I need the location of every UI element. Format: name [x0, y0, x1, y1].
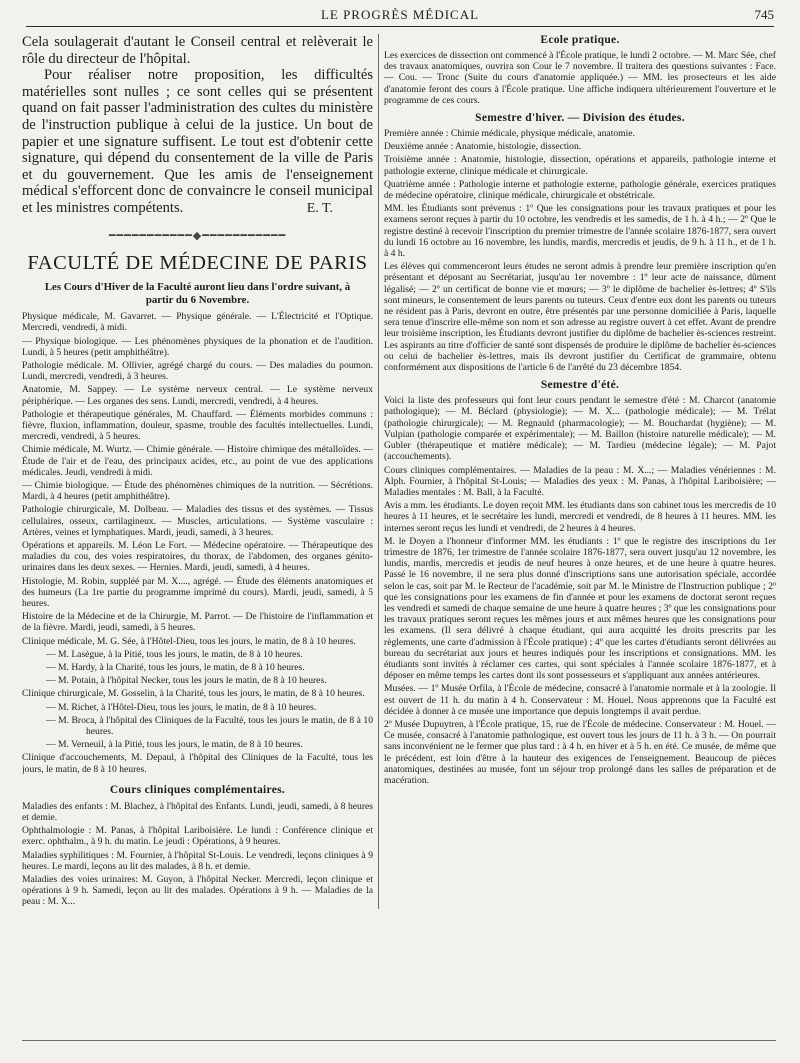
- summer-semester-section: [384, 395, 776, 786]
- clinic-entry: — M. Lasègue, à la Pitié, tous les jours, le matin, de 8 à 10 heures.: [46, 648, 303, 660]
- course-entry: Pathologie et thérapeutique générales, M. Chauffard. — Éléments morbides communs : fièvre, fluxion, inflammation, douleur, spasme, trouble des facultés intellectuelles. Lundi, mercredi, vendredi, à 5 heures.: [22, 408, 373, 443]
- clinic-entry: — M. Potain, à l'hôpital Necker, tous les jours le matin, de 8 à 10 heures.: [46, 675, 327, 687]
- clinic-entry: — M. Broca, à l'hôpital des Cliniques de la Faculté, tous les jours le matin, de 8 à 10 heures.: [46, 714, 373, 738]
- article-signature: E. T.: [306, 200, 333, 216]
- column-divider: [378, 34, 379, 909]
- course-entry: — Chimie biologique. — Étude des phénomènes chimiques de la nutrition. — Sécrétions. Mardi, à 4 heures (petit amphithéâtre).: [22, 479, 373, 503]
- course-entry: Histoire de la Médecine et de la Chirurgie, M. Parrot. — De l'histoire de l'inflammation et de la fièvre. Mardi, jeudi, samedi, à 5 heures.: [22, 611, 373, 634]
- bottom-rule: [22, 1040, 776, 1041]
- notice-paragraph: Voici la liste des professeurs qui font leur cours pendant le semestre d'été : M. Charcot (anatomie pathologique); — M. Béclard (physiologie); — M. X... (pathologie médicale); — M. Trélat (pathologie chirurgicale); — M. Regnauld (pharmacologie); — M. Bouchardat (hygiène); — M. Vulpian (pathologie comparée et expérimentale); — M. Baillon (histoire naturelle médicale); — M. Gubler (thérapeutique et matière médicale); — M. Tardieu (médecine légale); — M. Pajot (accouchements).: [384, 395, 776, 463]
- running-header: [26, 4, 774, 27]
- clinic-entry: — M. Hardy, à la Charité, tous les jours, le matin, de 8 à 10 heures.: [46, 662, 305, 674]
- article-paragraph: Pour réaliser notre proposition, les difficultés matérielles sont nulles ; ce sont celles qui se présentent quand on fait passer l'administration des cultes du ministère de l'instruction publique à celui de la justice. Un bout de papier et une signature suffisent. Le tout est d'obtenir cette signature, qui dépend du consentement de la ville de Paris et du gouvernement. Que les amis de l'enseignement médical s'efforcent donc de convaincre le conseil municipal et les ministres compétents.: [22, 67, 373, 216]
- left-column: [22, 34, 373, 1053]
- notice-paragraph: Cours cliniques complémentaires. — Maladies de la peau : M. X...; — Maladies vénériennes : M. Alph. Fournier, à l'hôpital St-Louis; — Maladies des yeux : M. Panas, à l'hôpital Lariboisière; — Maladies mentales : M. Ball, à la Faculté.: [384, 464, 776, 498]
- course-entry: Pathologie médicale. M. Ollivier, agrégé chargé du cours. — Des maladies du poumon. Lundi, mercredi, vendredi, à 3 heures.: [22, 359, 373, 383]
- complementary-list: [22, 801, 373, 908]
- course-entry: Chimie médicale, M. Wurtz. — Chimie générale. — Histoire chimique des métalloïdes. — Étude de l'air et de l'eau, des principaux acides, etc., au point de vue des applications médicales. Jeudi, vendredi à midi.: [22, 444, 373, 478]
- clinic-entry: — M. Verneuil, à la Pitié, tous les jours, le matin, de 8 à 10 heures.: [46, 739, 303, 751]
- winter-course-list: [22, 311, 373, 633]
- notice-paragraph: Avis a mm. les étudiants. Le doyen reçoit MM. les étudiants dans son cabinet tous les mercredis de 10 heures à 11 heures, et le secrétaire les lundi, mercredi et vendredi, de 8 heures à 11 heures. MM. les internes seront reçus les lundi et vendredi, de 2 heures à 4 heures.: [384, 500, 776, 534]
- winter-semester-heading: Semestre d'hiver. — Division des études.: [475, 112, 685, 125]
- winter-semester-section: [384, 128, 776, 373]
- summer-semester-heading: Semestre d'été.: [540, 379, 620, 392]
- notice-paragraph: Les élèves qui commenceront leurs études ne seront admis à prendre leur première inscription qu'en présentant et déposant au Secrétariat, jusqu'au 1er novembre : 1º leur acte de naissance, dûment légalisé; — 2º un certificat de bonne vie et mœurs; — 3º le diplôme de bachelier ès-lettres; 4º S'ils sont mineurs, le consentement de leurs parents ou tuteurs. Ceux d'entre eux dont les parents ou tuteurs ne résident pas à Paris, devront en outre, être présentés par une personne domiciliée à Paris, laquelle sera tenue d'inscrire elle-même son nom et son adresse au registre ouvert à cet effet. Avant de prendre leur troisième inscription, les Étudiants devront justifier du diplôme de bachelier ès-sciences restreint. Les aspirants au titre d'officier de santé sont dispensés de produire le diplôme de bachelier ès-sciences ou celui de bachelier ès-lettres, mais ils devront justifier du Certificat de grammaire, obtenu conformément aux dispositions de l'article 6 de l'arrêté du 23 décembre 1854.: [384, 261, 776, 374]
- complementary-entry: Maladies syphilitiques : M. Fournier, à l'hôpital St-Louis. Le vendredi, leçons cliniques à 9 heures. Le mardi, leçons au lit des malades, à 8 h. et demie.: [22, 849, 373, 872]
- clinic-list: [22, 636, 373, 775]
- school-heading: Ecole pratique.: [540, 34, 620, 46]
- study-year: Quatrième année : Pathologie interne et pathologie externe, pathologie générale, exercices pratiques de médecine opératoire, clinique médicale, chirurgicale et obstétricale.: [384, 178, 776, 202]
- course-entry: — Physique biologique. — Les phénomènes physiques de la phonation et de l'audition. Lundi, à 5 heures (petit amphithéâtre).: [22, 335, 373, 358]
- journal-title: LE PROGRÈS MÉDICAL: [320, 7, 480, 22]
- course-entry: Physique médicale, M. Gavarret. — Physique générale. — L'Électricité et l'Optique. Mercredi, vendredi, à midi.: [22, 311, 373, 334]
- study-year: Troisième année : Anatomie, histologie, dissection, opérations et appareils, pathologie interne et pathologie externe, clinique médicale et chirurgicale.: [384, 154, 776, 177]
- right-column: [384, 34, 776, 1053]
- article-paragraph: Cela soulagerait d'autant le Conseil central et relèverait le rôle du directeur de l'hôpital.: [22, 34, 373, 67]
- study-year: Deuxième année : Anatomie, histologie, dissection.: [384, 141, 582, 153]
- course-entry: Pathologie chirurgicale, M. Dolbeau. — Maladies des tissus et des systèmes. — Tissus cellulaires, osseux, cartilagineux. — Muscles, articulations. — Système vasculaire : Artères, veines et lymphatiques. Mardi, jeudi, samedi, à 3 heures.: [22, 504, 373, 538]
- faculty-heading: FACULTÉ DE MÉDECINE DE PARIS: [27, 252, 368, 275]
- course-entry: Opérations et appareils. M. Léon Le Fort. — Médecine opératoire. — Thérapeutique des maladies du cou, des voies respiratoires, du thorax, de l'abdomen, des organes génito-urinaires dans les deux sexes. — Hernies. Mardi, jeudi, samedi, à 4 heures.: [22, 539, 373, 574]
- notice-paragraph: Musées. — 1º Musée Orfila, à l'École de médecine, consacré à l'anatomie normale et à la zoologie. Il est ouvert de 11 h. du matin à 4 h. Conservateur : M. Houel. Nous apprenons que la Faculté est décidée à donner à ce musée une importance que depuis longtemps il avait perdue.: [384, 683, 776, 717]
- clinic-entry: Clinique médicale, M. G. Sée, à l'Hôtel-Dieu, tous les jours, le matin, de 8 à 10 heures.: [22, 635, 356, 647]
- complementary-entry: Ophthalmologie : M. Panas, à l'hôpital Lariboisière. Le lundi : Conférence clinique et exerc. ophthalm., à 9 h. du matin. Le jeudi : Opérations, à 9 heures.: [22, 825, 373, 848]
- notice-paragraph: 2º Musée Dupuytren, à l'École pratique, 15, rue de l'École de médecine. Conservateur : M. Houel. — Ce musée, consacré à l'anatomie pathologique, est ouvert tous les jours de 11 h. à 3 h. — On pourrait sans inconvénient ne le fermer que plus tard : à 4 h. en hiver et à 5 h. en été. Ce musée, de même que le précédent, est loin d'être à la hauteur des exigences de l'enseignement. Beaucoup de pièces anatomiques, destinées au musée, font un séjour trop prolongé dans les salles de préparation et de macération.: [384, 718, 776, 786]
- clinic-entry: — M. Richet, à l'Hôtel-Dieu, tous les jours, le matin, de 8 à 10 heures.: [46, 701, 317, 713]
- clinic-entry: Clinique chirurgicale, M. Gosselin, à la Charité, tous les jours, le matin, de 8 à 10 heures.: [22, 688, 365, 700]
- article-continuation: [22, 34, 373, 217]
- faculty-subheading: Les Cours d'Hiver de la Faculté auront lieu dans l'ordre suivant, à partir du 6 Novembre.: [44, 281, 351, 306]
- school-paragraph: Les exercices de dissection ont commencé à l'École pratique, le lundi 2 octobre. — M. Marc Sée, chef des travaux anatomiques, ouvrira son Cour le 7 novembre. Il traitera des questions suivantes : Face. — Cou. — Tronc (Suite du cours d'anatomie appliquée.) — MM. les prosecteurs et les aide d'anatomie feront des cours à l'École pratique. Une affiche indiquera ultérieurement l'ouverture et le programme de ces cours.: [384, 50, 776, 106]
- course-entry: Histologie, M. Robin, suppléé par M. X...., agrégé. — Étude des éléments anatomiques et des humeurs (La 1re partie du programme imprimé du cours). Mardi, jeudi, samedi, à 5 heures.: [22, 575, 373, 609]
- page-number: 745: [754, 7, 774, 22]
- school-section: [384, 50, 776, 106]
- notice-paragraph: MM. les Étudiants sont prévenus : 1º Que les consignations pour les travaux pratiques et pour les examens seront reçues à partir du 10 octobre, les vendredis et les samedis, de 1 h. à 4 h.; — 2º Que le registre destiné à recevoir l'inscription du premier trimestre de l'année scolaire 1876-1877, sera ouvert du lundi 16 octobre au 16 novembre, les lundis, mardis, mercredis et jeudis, de 9 h. à 11 h., et de 1 h. à 4 h.: [384, 203, 776, 260]
- notice-paragraph: M. le Doyen a l'honneur d'informer MM. les étudiants : 1º que le registre des inscriptions du 1er trimestre de 1876, 1er trimestre de l'année scolaire 1876-1877, sera ouvert jusqu'au 12 novembre, les lundis, mardis, mercredis et jeudis de neuf heures à onze heures, et de une heure à quatre heures. Passé le 16 novembre, il ne sera plus donné d'inscriptions sans une autorisation spéciale, accordée selon le cas, soit par M. le Recteur de l'académie, soit par M. le Ministre de l'Instruction publique ; 2º que les consignations pour les examens de fin d'année et pour les examens de doctorat seront reçues les vendredi et samedi de chaque semaine de une heure à quatre heures ; 3º que les consignations pour les travaux pratiques seront reçues les mêmes jours et aux mêmes heures que les consignations pour les examens. (Il sera délivré à chaque étudiant, qui aura acquitté les droits prescrits par les règlements, une carte d'admission à l'École pratique) ; 4º que les cartes d'étudiants seront délivrées au bureau du secrétariat aux jours et heures indiqués pour les inscriptions et consignations. MM. les étudiants sont invités à réclamer ces cartes, qui sont spéciales à l'année scolaire 1876-1877, et à déposer en même temps les cartes dont ils sont possesseurs et s'appliquant aux années antérieures.: [384, 535, 776, 682]
- complementary-entry: Maladies des voies urinaires: M. Guyon, à l'hôpital Necker. Mercredi, leçon clinique et opérations à 9 h. Samedi, leçon au lit des malades. Opérations à 9 h. — Maladies de la peau : M. X...: [22, 874, 373, 908]
- study-year: Première année : Chimie médicale, physique médicale, anatomie.: [384, 128, 635, 140]
- clinic-entry: Clinique d'accouchements, M. Depaul, à l'hôpital des Cliniques de la Faculté, tous les jours, le matin, de 8 à 10 heures.: [22, 752, 373, 775]
- complementary-heading: Cours cliniques complémentaires.: [109, 783, 286, 796]
- course-entry: Anatomie, M. Sappey. — Le système nerveux central. — Le système nerveux périphérique. — Les organes des sens. Lundi, mercredi, vendredi, à 4 heures.: [22, 384, 373, 407]
- ornament-divider: ━━━━━━━━━━━◆━━━━━━━━━━━: [108, 230, 287, 243]
- complementary-entry: Maladies des enfants : M. Blachez, à l'hôpital des Enfants. Lundi, jeudi, samedi, à 8 heures et demie.: [22, 800, 373, 824]
